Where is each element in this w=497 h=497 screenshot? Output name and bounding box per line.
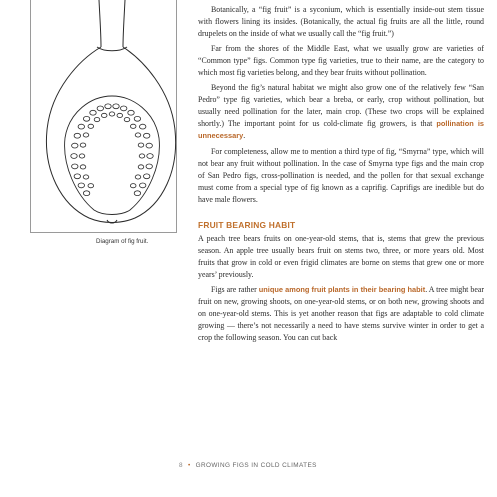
floret [113, 104, 119, 109]
highlight-pollination: pollination is unnecessary [198, 119, 484, 141]
floret [130, 124, 136, 128]
floret [78, 124, 84, 129]
paragraph-text: Figs are rather [211, 284, 259, 294]
floret [101, 113, 107, 117]
floret [80, 143, 86, 147]
floret [72, 143, 78, 148]
paragraph-peach-tree [198, 233, 484, 281]
paragraph-text: A peach tree bears fruits on one-year-old stems, that is, stems that grew the previous season. An apple tree usually bears fruit on stems two, three, or more years old. Most fruits that grow in cold or even frigid climates are borne on stems that grew one or more years’ previously. [198, 233, 484, 279]
paragraph-text: Far from the shores of the Middle East, what we usually grow are varieties of “Common type” figs. Common type fig varieties, true to their name, are the category to which most fig varieties belong, and they bear fruits without pollination. [198, 44, 484, 78]
paragraph-san-pedro [198, 82, 484, 142]
floret [74, 133, 80, 138]
floret [83, 175, 89, 179]
floret [71, 154, 77, 159]
floret [138, 165, 144, 169]
floret [134, 116, 140, 121]
floret [121, 106, 127, 111]
floret [147, 154, 153, 159]
floret [135, 133, 141, 137]
fig-fruit-diagram [30, 0, 177, 233]
floret [80, 165, 86, 169]
floret [124, 118, 130, 122]
floret [134, 191, 140, 196]
floret [83, 116, 89, 121]
footer-bullet: • [187, 462, 191, 469]
figure-caption: Diagram of fig fruit. [96, 238, 149, 245]
page-footer [179, 462, 317, 469]
floret [117, 113, 123, 117]
floret [109, 112, 115, 116]
floret [79, 154, 85, 158]
paragraph-text: Beyond the fig’s natural habitat we might also grow one of the relatively few “San Pedro” type fig varieties, which bear a breba, or early, crop without pollination, but usually need pollination for the later, main crop. (These two crops will be explained shortly.) The important point for us cold-climate fig growers, is that [198, 83, 484, 129]
floret [138, 143, 144, 147]
paragraph-smyrna [198, 146, 484, 206]
main-text-column [198, 4, 484, 347]
paragraph-bearing-habit [198, 284, 484, 344]
floret [139, 154, 145, 158]
paragraph-syconium [198, 4, 484, 40]
floret [144, 174, 150, 179]
floret [72, 164, 78, 169]
floret [78, 183, 84, 188]
paragraph-text: . A tree might bear fruit on new, growing shoots, on one-year-old stems, or on both new, growing shoots and on one-year-old stems. This is yet another reason that figs are adaptable to cold climate growing — there’s not necessarily a need to have stems survive winter in order to get a crop the following season. You can cut back [198, 284, 484, 343]
floret [144, 133, 150, 138]
paragraph-common-type [198, 43, 484, 79]
florets-ring [71, 104, 153, 196]
floret [130, 184, 136, 188]
floret [88, 124, 94, 128]
page-number: 8 [179, 462, 183, 469]
floret [105, 104, 111, 109]
paragraph-text: Botanically, a “fig fruit” is a syconium, which is essentially inside-out stem tissue with flowers lining its insides. (Botanically, the actual fig fruits are all the little, round drupelets on the inside of what we usually call the “fig fruit.”) [198, 5, 484, 39]
floret [128, 110, 134, 115]
floret [74, 174, 80, 179]
floret [97, 106, 103, 111]
floret [83, 133, 89, 137]
running-title: GROWING FIGS IN COLD CLIMATES [195, 462, 317, 469]
floret [140, 183, 146, 188]
floret [146, 143, 152, 148]
paragraph-text: For completeness, allow me to mention a third type of fig, “Smyrna” type, which will not bear any fruit without pollination. In the case of Smyrna type figs and the main crop of San Pedro figs, cross-pollination is needed, and the pollen for that sexual exchange must come from a special type of fig known as a caprifig. Caprifigs are inedible but do have male flowers. [198, 146, 484, 204]
floret [146, 164, 152, 169]
floret [140, 124, 146, 129]
fig-fruit-illustration [31, 0, 176, 232]
floret [135, 175, 141, 179]
floret [90, 110, 96, 115]
highlight-bearing-habit: unique among fruit plants in their bearing habit [258, 284, 426, 294]
floret [88, 184, 94, 188]
floret [94, 118, 100, 122]
paragraph-text: . [243, 131, 246, 141]
section-heading: FRUIT BEARING HABIT [198, 219, 296, 230]
floret [83, 191, 89, 196]
